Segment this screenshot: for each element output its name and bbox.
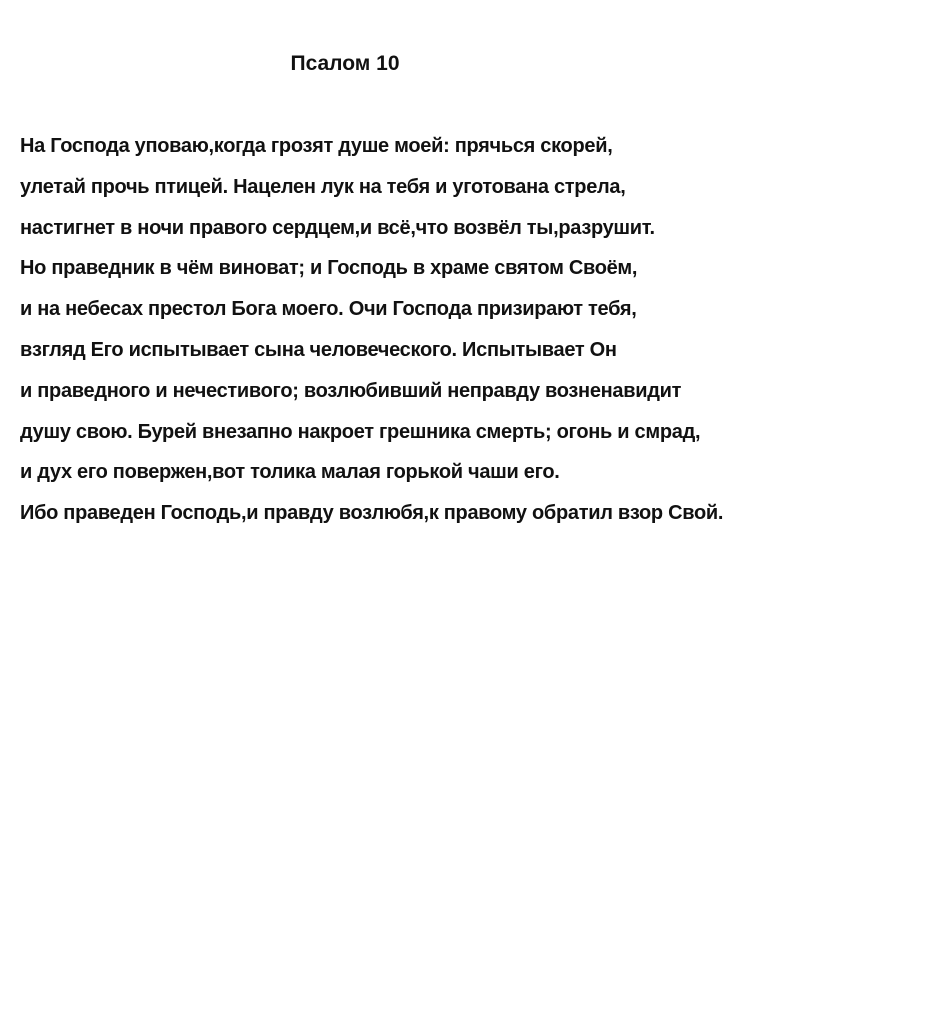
- text-line: На Господа уповаю,когда грозят душе моей: прячься скорей,: [20, 135, 613, 157]
- text-line: и дух его повержен,вот толика малая горькой чаши его.: [20, 461, 560, 484]
- text-line: Ибо праведен Господь,и правду возлюбя,к правому обратил взор Свой.: [20, 502, 724, 525]
- text-line: настигнет в ночи правого сердцем,и всё,что возвёл ты,разрушит.: [20, 216, 655, 239]
- text-line: улетай прочь птицей. Нацелен лук на тебя и уготована стрела,: [20, 175, 626, 198]
- text-line: и праведного и нечестивого; возлюбивший неправду возненавидит: [20, 379, 682, 402]
- text-line: Но праведник в чём виноват; и Господь в храме святом Своём,: [20, 257, 638, 280]
- psalm-text: [20, 126, 940, 534]
- text-line: взгляд Его испытывает сына человеческого. Испытывает Он: [20, 338, 617, 361]
- page-title: Псалом 10: [290, 52, 400, 75]
- text-line: и на небесах престол Бога моего. Очи Господа призирают тебя,: [20, 298, 637, 321]
- text-line: душу свою. Бурей внезапно накроет грешника смерть; огонь и смрад,: [20, 420, 701, 443]
